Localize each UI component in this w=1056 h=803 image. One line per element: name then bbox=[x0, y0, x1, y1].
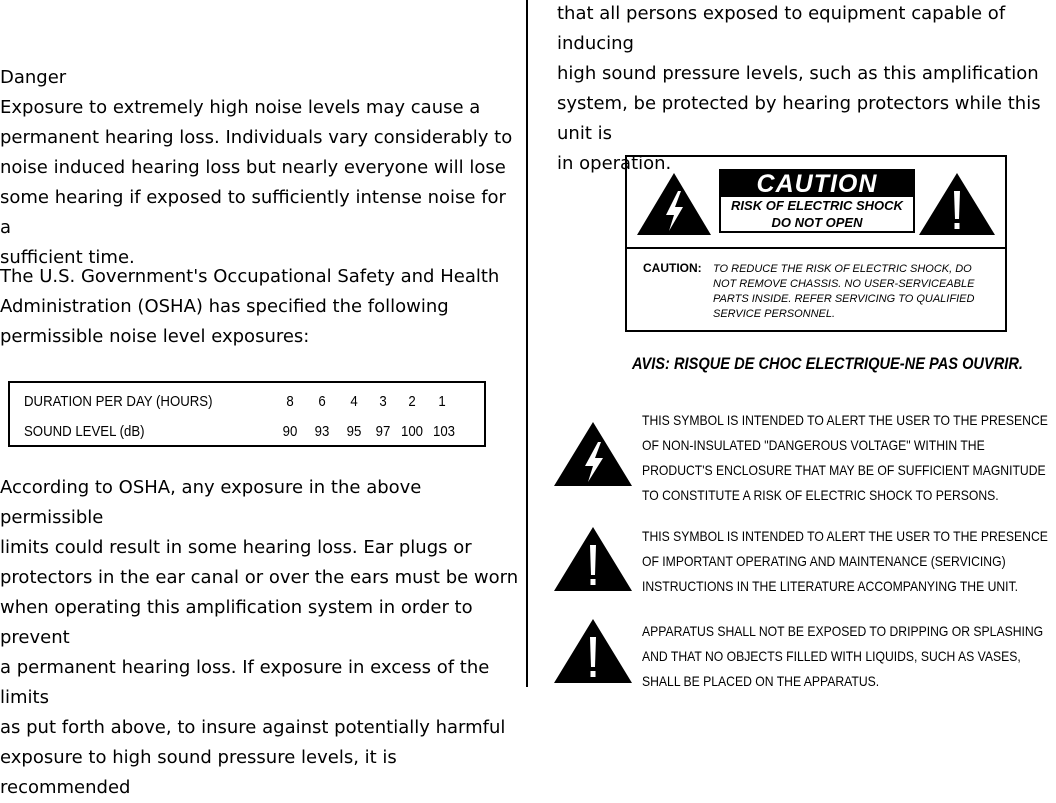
continuation-line: system, be protected by hearing protectors while this unit is bbox=[557, 93, 1041, 144]
banner-line: DO NOT OPEN bbox=[771, 215, 863, 230]
osha-intro bbox=[0, 262, 515, 352]
danger-heading: Danger bbox=[0, 67, 67, 88]
lightning-triangle-icon bbox=[552, 420, 634, 488]
danger-line: permanent hearing loss. Individuals vary considerably to bbox=[0, 127, 513, 148]
osha-body-line: According to OSHA, any exposure in the above permissible bbox=[0, 477, 422, 528]
caution-line: TO REDUCE THE RISK OF ELECTRIC SHOCK, DO bbox=[713, 263, 972, 275]
symbol-line: APPARATUS SHALL NOT BE EXPOSED TO DRIPPING OR SPLASHING bbox=[642, 623, 1044, 639]
symbol-line: PRODUCT'S ENCLOSURE THAT MAY BE OF SUFFICIENT MAGNITUDE bbox=[642, 462, 1046, 478]
caution-line: NOT REMOVE CHASSIS. NO USER-SERVICEABLE bbox=[713, 278, 975, 290]
caution-line: SERVICE PERSONNEL. bbox=[713, 308, 836, 320]
duration-value: 1 bbox=[438, 393, 446, 410]
osha-body bbox=[0, 473, 520, 803]
symbol-line: TO CONSTITUTE A RISK OF ELECTRIC SHOCK TO PERSONS. bbox=[642, 487, 999, 503]
symbol-description bbox=[642, 619, 1044, 694]
table-row bbox=[10, 387, 484, 417]
sound-level-value: 93 bbox=[314, 423, 330, 440]
continuation-line: high sound pressure levels, such as this amplification bbox=[557, 63, 1039, 84]
lightning-triangle-icon bbox=[635, 171, 713, 237]
caution-label-box bbox=[625, 155, 1007, 332]
danger-section bbox=[0, 63, 515, 273]
sound-level-value: 90 bbox=[282, 423, 298, 440]
avis-warning: AVIS: RISQUE DE CHOC ELECTRIQUE-NE PAS OUVRIR. bbox=[632, 354, 1023, 373]
symbol-description bbox=[642, 524, 1048, 599]
symbol-line: SHALL BE PLACED ON THE APPARATUS. bbox=[642, 673, 880, 689]
osha-intro-line: Administration (OSHA) has specified the following bbox=[0, 296, 449, 317]
osha-intro-line: permissible noise level exposures: bbox=[0, 326, 310, 347]
sound-level-value: 95 bbox=[346, 423, 362, 440]
osha-body-line: protectors in the ear canal or over the ears must be worn bbox=[0, 567, 519, 588]
continuation-line: that all persons exposed to equipment capable of inducing bbox=[557, 3, 1006, 54]
duration-value: 8 bbox=[286, 393, 294, 410]
caution-separator bbox=[627, 247, 1005, 249]
duration-value: 6 bbox=[318, 393, 326, 410]
sound-level-label: SOUND LEVEL (dB) bbox=[24, 423, 145, 440]
osha-body-line: when operating this amplification system in order to prevent bbox=[0, 597, 473, 648]
duration-label: DURATION PER DAY (HOURS) bbox=[24, 393, 213, 410]
exclamation-triangle-icon bbox=[917, 171, 997, 237]
danger-line: Exposure to extremely high noise levels may cause a bbox=[0, 97, 481, 118]
symbol-line: OF NON-INSULATED "DANGEROUS VOLTAGE" WITHIN THE bbox=[642, 437, 985, 453]
column-divider bbox=[526, 0, 528, 687]
sound-level-value: 103 bbox=[432, 423, 456, 440]
continuation-line: in operation. bbox=[557, 153, 672, 174]
danger-line: sufficient time. bbox=[0, 247, 135, 268]
danger-line: some hearing if exposed to sufficiently intense noise for a bbox=[0, 187, 506, 238]
osha-intro-line: The U.S. Government's Occupational Safety and Health bbox=[0, 266, 500, 287]
table-row bbox=[10, 417, 484, 447]
symbol-line: INSTRUCTIONS IN THE LITERATURE ACCOMPANYING THE UNIT. bbox=[642, 578, 1019, 594]
caution-title: CAUTION bbox=[721, 171, 913, 197]
sound-level-value: 100 bbox=[400, 423, 424, 440]
osha-body-line: a permanent hearing loss. If exposure in excess of the limits bbox=[0, 657, 490, 708]
osha-body-line: exposure to high sound pressure levels, it is recommended bbox=[0, 747, 397, 798]
banner-line: RISK OF ELECTRIC SHOCK bbox=[731, 198, 903, 213]
duration-value: 4 bbox=[350, 393, 358, 410]
symbol-line: THIS SYMBOL IS INTENDED TO ALERT THE USER TO THE PRESENCE bbox=[642, 412, 1048, 428]
symbol-line: OF IMPORTANT OPERATING AND MAINTENANCE (SERVICING) bbox=[642, 553, 1006, 569]
exclamation-triangle-icon bbox=[552, 617, 634, 685]
duration-value: 3 bbox=[379, 393, 387, 410]
osha-body-line: as put forth above, to insure against potentially harmful bbox=[0, 717, 506, 738]
symbol-line: AND THAT NO OBJECTS FILLED WITH LIQUIDS, SUCH AS VASES, bbox=[642, 648, 1021, 664]
caution-banner bbox=[719, 169, 915, 233]
osha-body-line: limits could result in some hearing loss. Ear plugs or bbox=[0, 537, 472, 558]
duration-value: 2 bbox=[408, 393, 416, 410]
noise-exposure-table bbox=[8, 381, 486, 447]
caution-line: PARTS INSIDE. REFER SERVICING TO QUALIFIED bbox=[713, 293, 975, 305]
sound-level-value: 97 bbox=[375, 423, 391, 440]
symbol-description bbox=[642, 408, 1048, 508]
osha-continuation bbox=[557, 0, 1056, 179]
symbol-line: THIS SYMBOL IS INTENDED TO ALERT THE USER TO THE PRESENCE bbox=[642, 528, 1048, 544]
exclamation-triangle-icon bbox=[552, 525, 634, 593]
caution-notice-label: CAUTION: bbox=[643, 261, 702, 275]
danger-line: noise induced hearing loss but nearly everyone will lose bbox=[0, 157, 506, 178]
